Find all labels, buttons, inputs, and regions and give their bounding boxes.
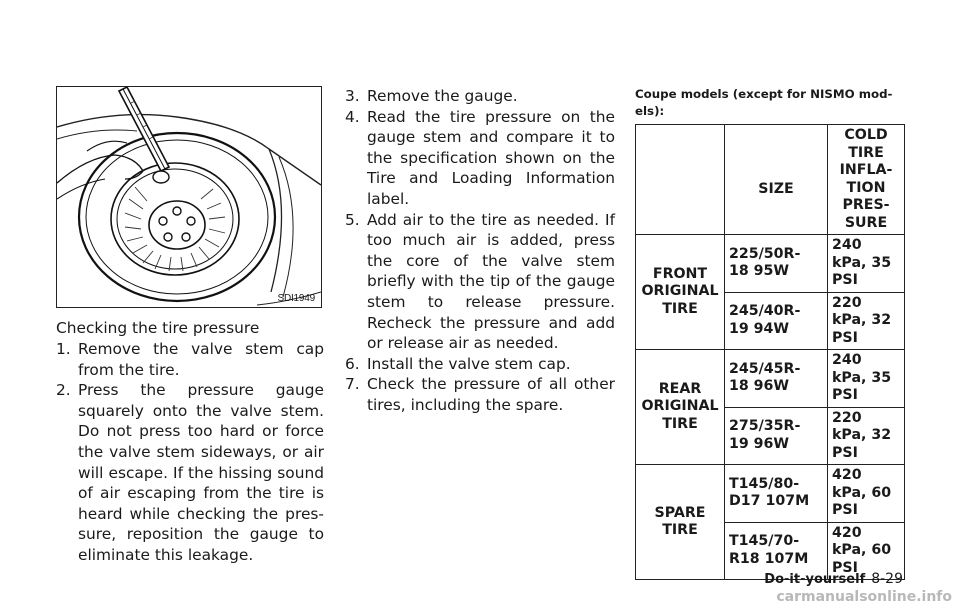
pressure-cell: 420 kPa, 60 PSI bbox=[828, 522, 905, 580]
step-text: Install the valve stem cap. bbox=[367, 354, 571, 373]
step-number: 2. bbox=[56, 381, 71, 400]
table-row bbox=[636, 350, 905, 408]
pressure-cell: 420 kPa, 60 PSI bbox=[828, 465, 905, 523]
pressure-cell: 240 kPa, 35 PSI bbox=[828, 235, 905, 293]
page-number: 8-29 bbox=[871, 571, 903, 587]
list-item bbox=[56, 380, 324, 565]
header-blank bbox=[636, 125, 725, 235]
table-row bbox=[636, 235, 905, 293]
list-item bbox=[345, 210, 615, 354]
step-number: 7. bbox=[345, 375, 360, 394]
tire-size-cell: 275/35R- 19 96W bbox=[725, 407, 828, 465]
pressure-cell: 240 kPa, 35 PSI bbox=[828, 350, 905, 408]
tire-size-cell: 245/40R- 19 94W bbox=[725, 292, 828, 350]
footer-section-title: Do-it-yourself bbox=[764, 572, 866, 587]
pressure-cell: 220 kPa, 32 PSI bbox=[828, 407, 905, 465]
step-number: 6. bbox=[345, 354, 360, 373]
steps-list-column1 bbox=[56, 339, 324, 566]
watermark: carmanualsonline.info bbox=[776, 589, 952, 605]
tire-size-cell: T145/70- R18 107M bbox=[725, 522, 828, 580]
tire-size-cell: 245/45R- 18 96W bbox=[725, 350, 828, 408]
tire-gauge-illustration bbox=[57, 87, 321, 307]
step-number: 1. bbox=[56, 340, 71, 358]
list-item bbox=[345, 107, 615, 210]
list-item bbox=[345, 354, 615, 375]
step-text: Read the tire pressure on the gauge stem and compare it to the specification shown on the Tire and Loading Information label. bbox=[367, 107, 615, 208]
step-text: Press the pressure gauge squarely onto the valve stem. Do not press too hard or force the valve stem sideways, or air will escape. If the hissing sound of air escaping from the tire is heard while checking the pres- sure, reposition the gauge to eliminate this leakage. bbox=[78, 381, 324, 564]
table-caption: Coupe models (except for NISMO mod- els): bbox=[635, 87, 893, 118]
group-label-rear: REAR ORIGINAL TIRE bbox=[636, 350, 725, 465]
step-text: Remove the valve stem cap from the tire. bbox=[78, 340, 324, 379]
steps-list-column2 bbox=[345, 86, 615, 416]
page-footer bbox=[764, 571, 903, 587]
list-item bbox=[56, 339, 324, 380]
tire-pressure-figure bbox=[56, 86, 322, 308]
list-item bbox=[345, 374, 615, 415]
table-header-row bbox=[636, 125, 905, 235]
section-heading: Checking the tire pressure bbox=[56, 319, 260, 337]
group-label-front: FRONT ORIGINAL TIRE bbox=[636, 235, 725, 350]
tire-size-cell: T145/80- D17 107M bbox=[725, 465, 828, 523]
step-text: Check the pressure of all other tires, including the spare. bbox=[367, 375, 615, 414]
header-pressure: COLD TIRE INFLA- TION PRES- SURE bbox=[828, 125, 905, 235]
table-row bbox=[636, 465, 905, 523]
tire-pressure-table bbox=[635, 124, 905, 580]
figure-code: SDI1949 bbox=[277, 293, 315, 304]
step-text: Add air to the tire as needed. If too much air is added, press the core of the valve stem briefly with the tip of the gauge stem to release pressure. Recheck the pressure and add or release air as needed. bbox=[367, 210, 615, 353]
step-number: 4. bbox=[345, 107, 360, 126]
header-size: SIZE bbox=[725, 125, 828, 235]
step-number: 5. bbox=[345, 210, 360, 229]
pressure-cell: 220 kPa, 32 PSI bbox=[828, 292, 905, 350]
tire-size-cell: 225/50R- 18 95W bbox=[725, 235, 828, 293]
list-item bbox=[345, 86, 615, 107]
group-label-spare: SPARE TIRE bbox=[636, 465, 725, 580]
step-number: 3. bbox=[345, 87, 360, 105]
step-text: Remove the gauge. bbox=[367, 87, 518, 105]
